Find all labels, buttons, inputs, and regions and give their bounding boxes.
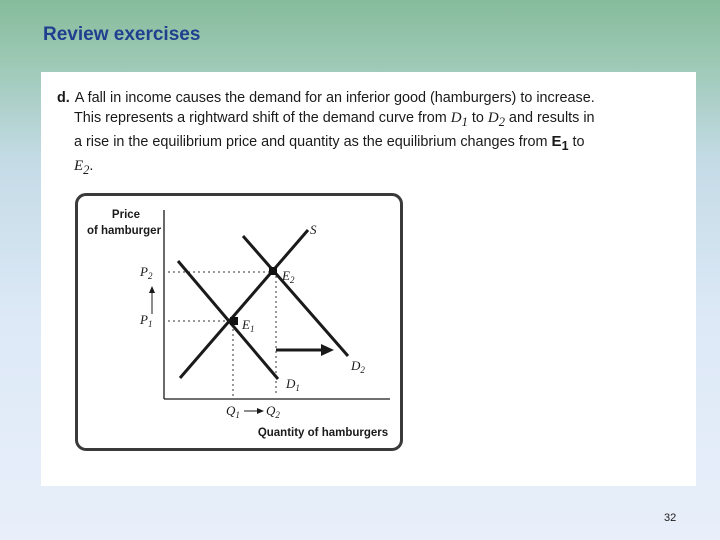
page-number: 32: [664, 512, 677, 524]
part-label: d.: [57, 90, 70, 106]
demand-curve-d2: [243, 236, 348, 356]
supply-curve: [180, 230, 308, 378]
d2-symbol: $D_2$: [487, 110, 505, 129]
line-1: d. A fall in income causes the demand for an inferior good (hamburgers) to increase.: [57, 90, 595, 106]
d1-symbol: $D_1$: [450, 110, 468, 129]
quantity-rise-arrowhead: [257, 408, 264, 414]
p1-label: $P_1$: [140, 312, 153, 329]
line-4: $E_2$.: [74, 158, 94, 177]
e2-symbol: $E_2$: [74, 158, 90, 177]
slide-title: Review exercises: [43, 24, 201, 45]
explanation-paragraph: [57, 88, 674, 180]
y-axis-label-line1: Price: [111, 209, 141, 221]
line-2: This represents a rightward shift of the demand curve from $D_1$ to $D_2$ and results in: [74, 110, 595, 129]
q1-label: $Q_1$: [226, 403, 240, 420]
e1-symbol: $E_1$: [551, 133, 569, 153]
line-3: a rise in the equilibrium price and quantity as the equilibrium changes from $E_1$ to: [74, 133, 585, 153]
supply-label: S: [310, 222, 317, 237]
content-panel: [41, 72, 696, 486]
e2-label: $E_2$: [282, 268, 295, 285]
graph-svg: [78, 196, 400, 448]
p2-label: $P_2$: [140, 264, 153, 281]
e1-label: $E_1$: [242, 317, 255, 334]
price-rise-arrowhead: [149, 286, 155, 293]
d2-label: $D_2$: [351, 358, 365, 375]
x-axis-label: Quantity of hamburgers: [257, 427, 389, 439]
d1-label: $D_1$: [286, 376, 300, 393]
y-axis-label-line2: of hamburger: [86, 225, 162, 237]
equilibrium-point-e1: [230, 317, 238, 325]
q2-label: $Q_2$: [266, 403, 280, 420]
equilibrium-point-e2: [269, 267, 277, 275]
supply-demand-graph: [75, 193, 403, 451]
shift-arrow-head: [321, 344, 334, 356]
